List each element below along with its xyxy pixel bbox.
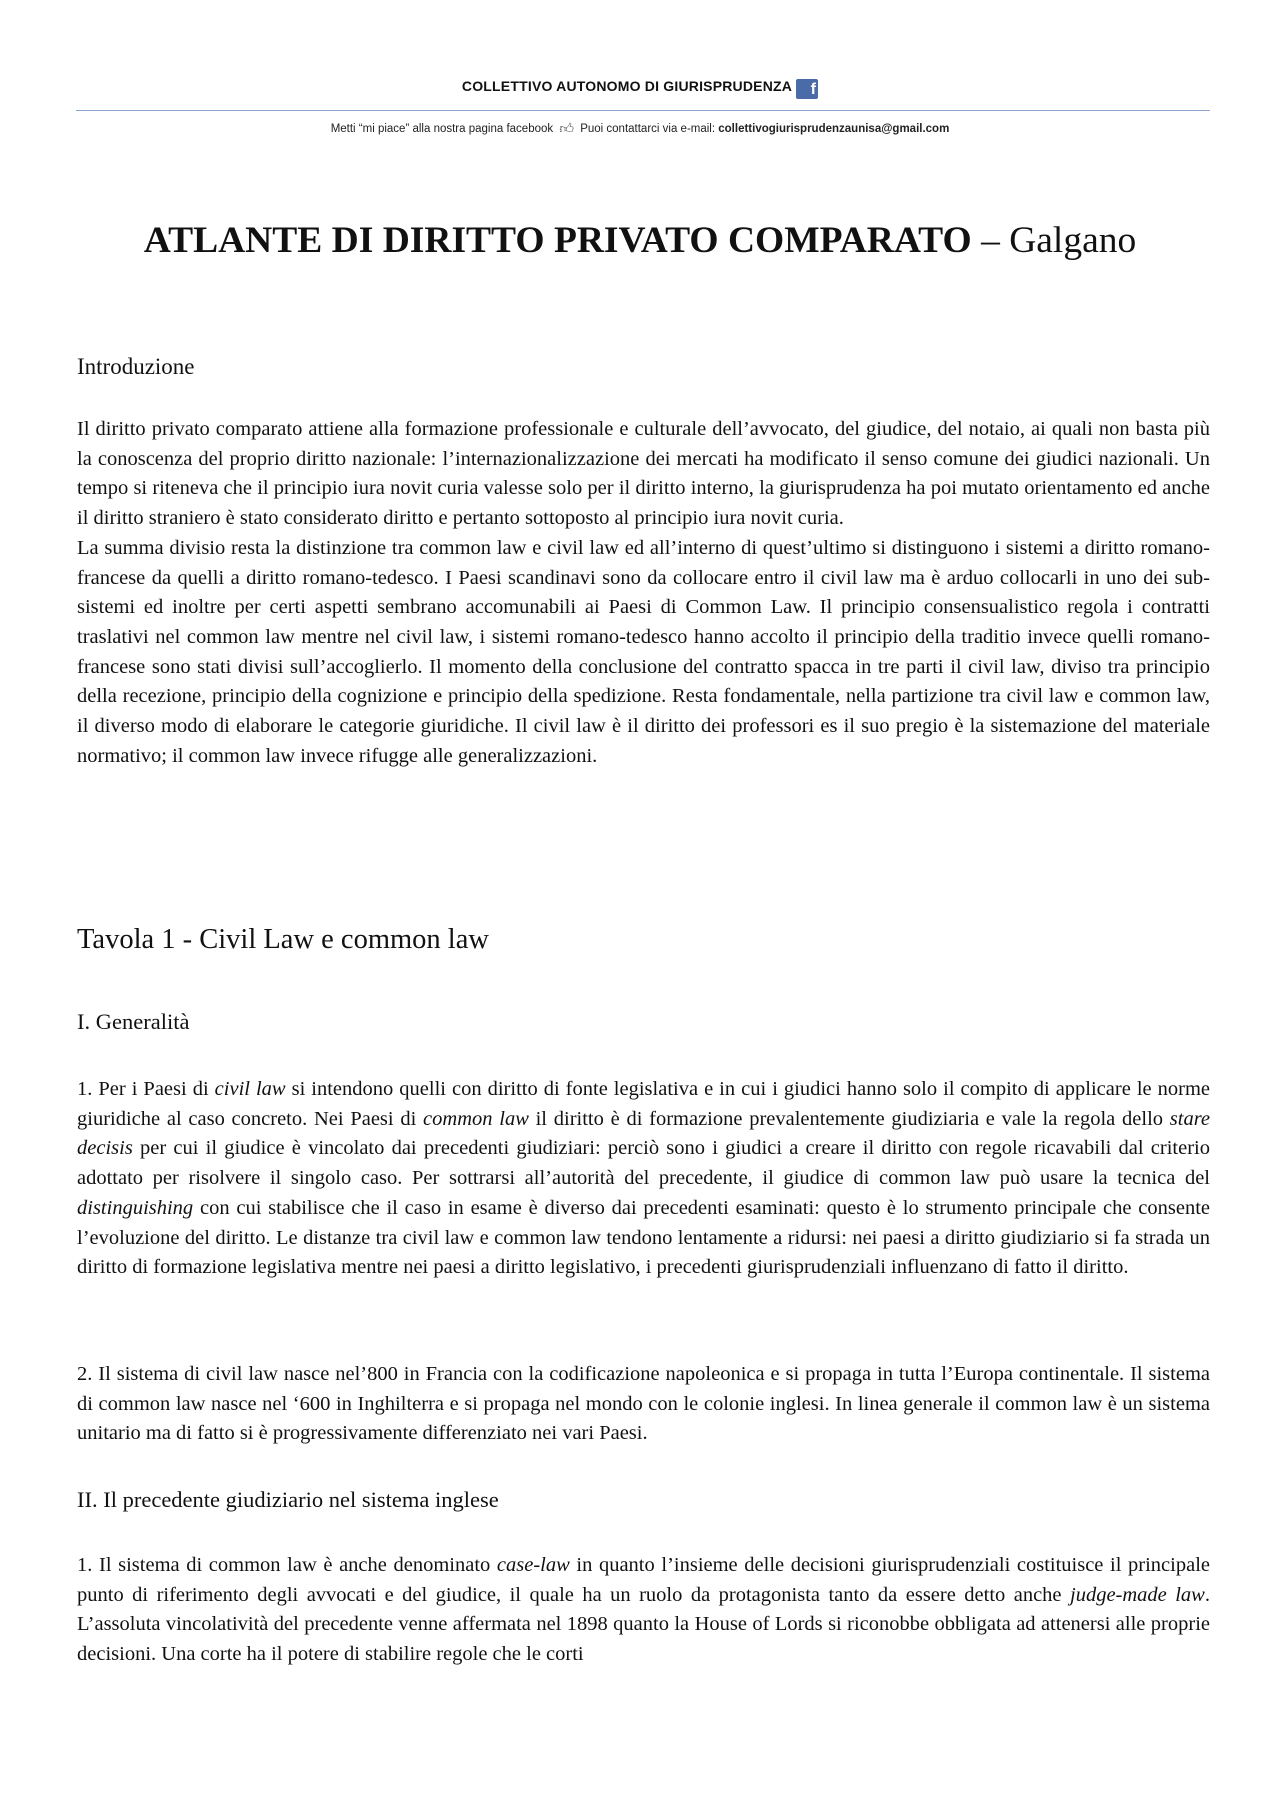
thumbs-up-icon: 👍︎ [559,120,574,136]
document-title [0,219,1280,262]
tavola-heading: Tavola 1 - Civil Law e common law [77,924,489,955]
intro-heading: Introduzione [77,354,195,379]
facebook-icon[interactable]: f [796,79,818,99]
generalita-paragraph-2: 2. Il sistema di civil law nasce nel’800 in Francia con la codificazione napoleonica e si propaga in tutta l’Europa continentale. Il sistema di common law nasce nel ‘600 in Inghilterra e si propaga nel mondo con le colonie inglesi. In linea generale il common law è un sistema unitario ma di fatto si è progressivamente differenziato nei vari Paesi. [77,1363,1210,1445]
document-title-author: – Galgano [981,220,1137,261]
header-title: COLLETTIVO AUTONOMO DI GIURISPRUDENZA f [461,78,817,98]
section-heading-precedente: II. Il precedente giudiziario nel sistema inglese [77,1487,499,1512]
facebook-like-text: Metti “mi piace” alla nostra pagina facebook [330,123,554,135]
document-title-main: ATLANTE DI DIRITTO PRIVATO COMPARATO [143,220,972,261]
contact-text: Puoi contattarci via e-mail: [580,123,716,135]
section-heading-generalita: I. Generalità [77,1009,190,1034]
header-subline [0,120,1280,137]
header-divider [76,110,1210,111]
generalita-paragraph-1: 1. Per i Paesi di civil law si intendono quelli con diritto di fonte legislativa e in cui i giudici hanno solo il compito di applicare le norme giuridiche al caso concreto. Nei Paesi di common law il diritto è di formazione prevalentemente giudiziaria e vale la regola dello stare decisis per cui il giudice è vincolato dai precedenti giudiziari: perciò sono i giudici a creare il diritto con regole ricavabili dal criterio adottato per risolvere il singolo caso. Per sottrarsi all’autorità del precedente, il giudice di common law può usare la tecnica del distinguishing con cui stabilisce che il caso in esame è diverso dai precedenti esaminati: questo è lo strumento principale che consente l’evoluzione del diritto. Le distanze tra civil law e common law tendono lentamente a ridursi: nei paesi a diritto giudiziario si fa strada un diritto di formazione legislativa mentre nei paesi a diritto legislativo, i precedenti giurisprudenziali influenzano di fatto il diritto. [77,1078,1211,1279]
contact-email[interactable]: collettivogiurisprudenzaunisa@gmail.com [718,123,950,135]
intro-paragraph-2: La summa divisio resta la distinzione tra common law e civil law ed all’interno di quest’ultimo si distinguono i sistemi a diritto romano-francese da quelli a diritto romano-tedesco. I Paesi scandinavi sono da collocare entro il civil law ma è arduo collocarli in uno dei sub-sistemi ed inoltre per certi aspetti sembrano accomunabili ai Paesi di Common Law. Il principio consensualistico regola i contratti traslativi nel common law mentre nel civil law, i sistemi romano-tedesco hanno accolto il principio della traditio invece quelli romano-francese sono stati divisi sull’accoglierlo. Il momento della conclusione del contratto spacca in tre parti il civil law, diviso tra principio della recezione, principio della cognizione e principio della spedizione. Resta fondamentale, nella partizione tra civil law e common law, il diverso modo di elaborare le categorie giuridiche. Il civil law è il diritto dei professori es il suo pregio è la sistemazione del materiale normativo; il common law invece rifugge alle generalizzazioni. [77,536,1210,767]
intro-body [77,415,1210,771]
intro-paragraph-1: Il diritto privato comparato attiene alla formazione professionale e culturale dell’avvocato, del giudice, del notaio, ai quali non basta più la conoscenza del proprio diritto nazionale: l’internazionalizzazione dei mercati ha modificato il senso comune dei giudici nazionali. Un tempo si riteneva che il principio iura novit curia valesse solo per il diritto interno, la giurisprudenza ha poi mutato orientamento ed anche il diritto straniero è stato considerato diritto e pertanto sottoposto al principio iura novit curia. [77,418,1210,530]
precedente-paragraph-1: 1. Il sistema di common law è anche denominato case-law in quanto l’insieme delle decisioni giurisprudenziali costituisce il principale punto di riferimento degli avvocati e del giudice, il quale ha un ruolo da protagonista tanto da essere detto anche judge-made law. L’assoluta vincolatività del precedente venne affermata nel 1898 quanto la House of Lords si riconobbe obbligata ad attenersi alle proprie decisioni. Una corte ha il potere di stabilire regole che le corti [77,1554,1210,1666]
